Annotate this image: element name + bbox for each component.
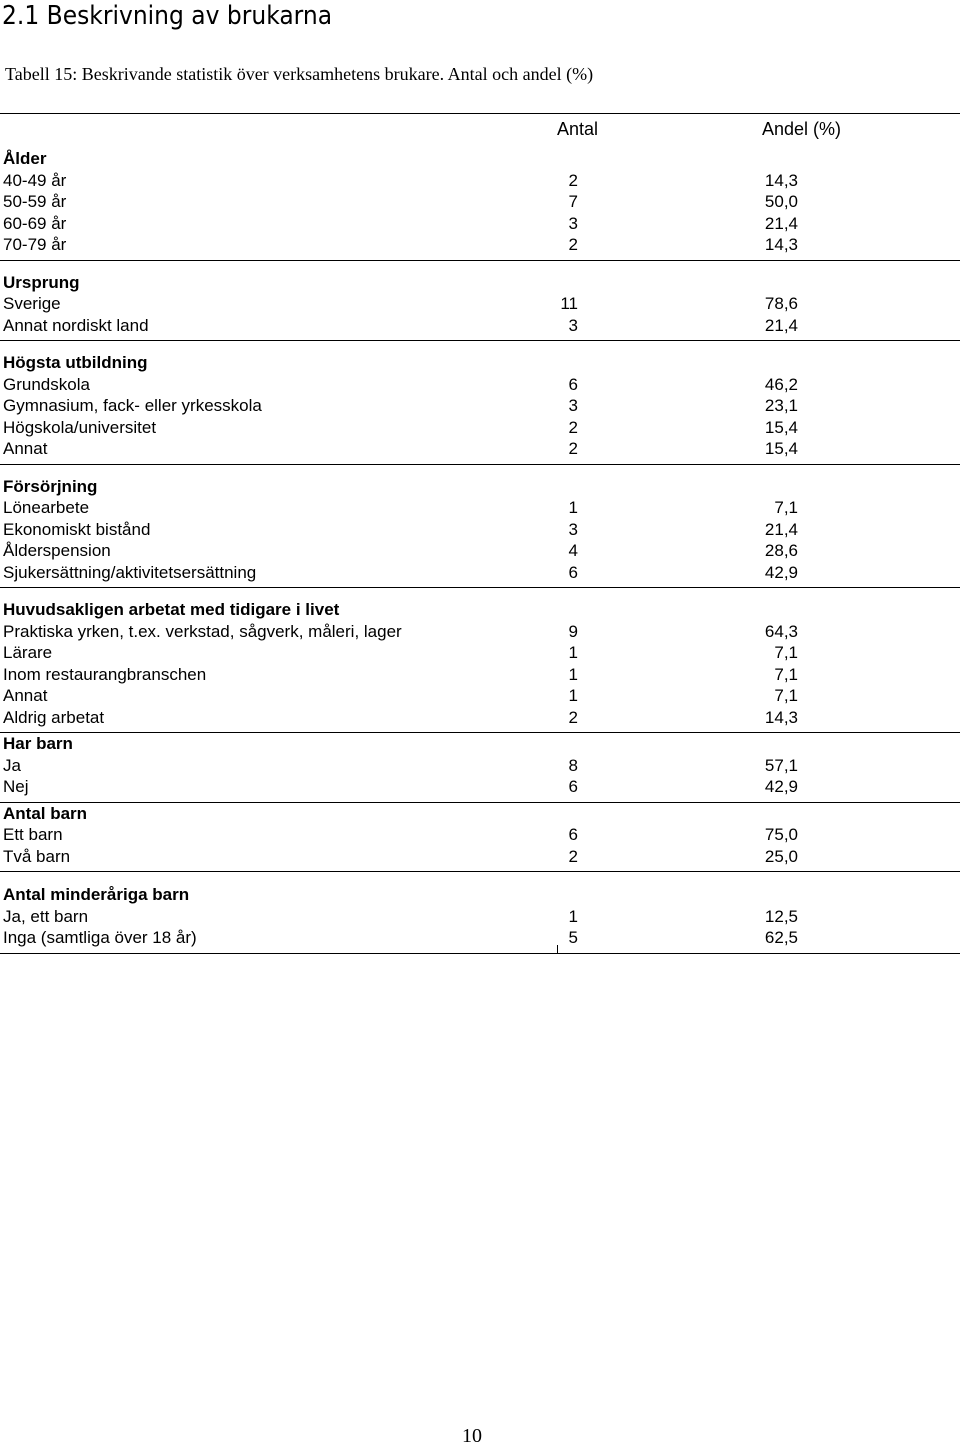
statistics-table (0, 113, 960, 954)
row-label: 70-79 år (3, 235, 67, 254)
row-antal: 2 (568, 417, 578, 437)
column-divider (557, 945, 558, 953)
table-row (0, 642, 960, 664)
table-row (0, 191, 960, 213)
row-label: Grundskola (3, 374, 90, 394)
row-label: Ja (3, 755, 21, 775)
table-row (0, 234, 960, 256)
table-row (0, 497, 960, 519)
row-label: Ålderspension (3, 541, 111, 560)
row-andel: 15,4 (764, 417, 798, 437)
table-row (0, 293, 960, 315)
table-row (0, 540, 960, 562)
table-row (0, 519, 960, 541)
row-antal: 9 (568, 621, 578, 641)
row-andel: 14,3 (764, 170, 798, 190)
table-row (0, 755, 960, 777)
row-antal: 3 (568, 315, 578, 335)
row-andel: 7,1 (774, 686, 798, 705)
row-antal: 1 (568, 498, 578, 517)
row-antal: 6 (568, 777, 578, 796)
table-bottom-rule (0, 953, 960, 954)
table-row (0, 170, 960, 192)
table-row (0, 906, 960, 928)
table-row (0, 417, 960, 439)
row-label: Ja, ett barn (3, 906, 89, 926)
row-andel: 57,1 (764, 755, 798, 775)
column-header-andel: Andel (%) (762, 119, 842, 139)
row-antal: 8 (568, 755, 578, 775)
row-antal: 2 (568, 170, 578, 190)
table-row (0, 621, 960, 643)
table-row (0, 438, 960, 460)
table-row (0, 776, 960, 798)
row-label: Annat (3, 686, 48, 705)
row-andel: 50,0 (764, 192, 798, 211)
row-andel: 21,4 (764, 315, 798, 335)
table-section (0, 733, 960, 802)
table-body (0, 148, 960, 954)
row-andel: 12,5 (764, 906, 798, 926)
section-title: Har barn (3, 734, 73, 753)
row-antal: 7 (568, 192, 578, 211)
row-andel: 21,4 (764, 519, 798, 539)
row-andel: 28,6 (764, 541, 798, 560)
table-row (0, 315, 960, 337)
row-label: Lönearbete (3, 498, 90, 517)
section-title: Försörjning (3, 476, 98, 496)
table-row (0, 213, 960, 235)
table-row (0, 685, 960, 707)
table-row (0, 927, 960, 949)
row-andel: 78,6 (764, 294, 798, 313)
section-title: Antal barn (3, 803, 88, 823)
table-row (0, 707, 960, 729)
row-label: Annat nordiskt land (3, 315, 149, 335)
table-row (0, 374, 960, 396)
page-number: 10 (462, 1425, 482, 1447)
row-andel: 23,1 (764, 396, 798, 415)
row-andel: 25,0 (764, 846, 798, 866)
row-label: Sjukersättning/aktivitetsersättning (3, 562, 257, 582)
table-row (0, 562, 960, 584)
table-row (0, 824, 960, 846)
table-section (0, 148, 960, 260)
table-row (0, 664, 960, 686)
section-title: Högsta utbildning (3, 353, 148, 372)
row-andel: 42,9 (764, 562, 798, 582)
row-andel: 75,0 (764, 825, 798, 844)
row-label: Praktiska yrken, t.ex. verkstad, sågverk, måleri, lager (3, 621, 402, 641)
row-andel: 64,3 (764, 621, 798, 641)
column-header-antal: Antal (557, 119, 599, 139)
row-andel: 7,1 (774, 664, 798, 684)
row-antal: 5 (568, 928, 578, 947)
table-row (0, 846, 960, 868)
row-antal: 6 (568, 562, 578, 582)
row-andel: 14,3 (764, 235, 798, 254)
row-label: Annat (3, 439, 48, 458)
row-antal: 1 (568, 643, 578, 662)
row-label: Nej (3, 777, 29, 796)
row-antal: 6 (568, 374, 578, 394)
row-antal: 3 (568, 396, 578, 415)
row-antal: 1 (568, 664, 578, 684)
row-label: Två barn (3, 846, 71, 866)
table-section (0, 465, 960, 588)
row-andel: 42,9 (764, 777, 798, 796)
section-title: Ålder (3, 149, 47, 168)
table-section (0, 341, 960, 464)
row-antal: 1 (568, 686, 578, 705)
row-andel: 21,4 (764, 213, 798, 233)
section-title: Ursprung (3, 272, 80, 292)
row-antal: 2 (568, 439, 578, 458)
row-label: Sverige (3, 294, 61, 313)
row-label: Inga (samtliga över 18 år) (3, 928, 197, 947)
table-section (0, 588, 960, 732)
row-label: 50-59 år (3, 192, 67, 211)
row-antal: 1 (568, 906, 578, 926)
table-section (0, 872, 960, 953)
row-antal: 11 (560, 294, 578, 313)
row-label: Ett barn (3, 825, 63, 844)
row-andel: 15,4 (764, 439, 798, 458)
section-title: Antal minderåriga barn (3, 885, 190, 904)
row-label: 60-69 år (3, 213, 67, 233)
row-antal: 4 (568, 541, 578, 560)
row-andel: 7,1 (774, 643, 798, 662)
row-antal: 2 (568, 235, 578, 254)
row-label: Ekonomiskt bistånd (3, 519, 151, 539)
row-antal: 3 (568, 213, 578, 233)
row-antal: 6 (568, 825, 578, 844)
table-section (0, 261, 960, 341)
table-caption: Tabell 15: Beskrivande statistik över verksamhetens brukare. Antal och andel (%) (5, 64, 594, 84)
row-label: Lärare (3, 643, 53, 662)
row-antal: 3 (568, 519, 578, 539)
row-andel: 46,2 (764, 374, 798, 394)
table-column-header (0, 113, 960, 148)
row-andel: 14,3 (764, 707, 798, 727)
table-row (0, 395, 960, 417)
row-label: Gymnasium, fack- eller yrkesskola (3, 396, 262, 415)
section-heading: 2.1 Beskrivning av brukarna (2, 1, 333, 31)
row-andel: 62,5 (764, 928, 798, 947)
section-title: Huvudsakligen arbetat med tidigare i livet (3, 600, 340, 619)
row-antal: 2 (568, 846, 578, 866)
row-label: Aldrig arbetat (3, 707, 105, 727)
row-label: Inom restaurangbranschen (3, 664, 207, 684)
table-section (0, 803, 960, 872)
row-label: 40-49 år (3, 170, 67, 190)
row-antal: 2 (568, 707, 578, 727)
row-andel: 7,1 (774, 498, 798, 517)
row-label: Högskola/universitet (3, 417, 157, 437)
